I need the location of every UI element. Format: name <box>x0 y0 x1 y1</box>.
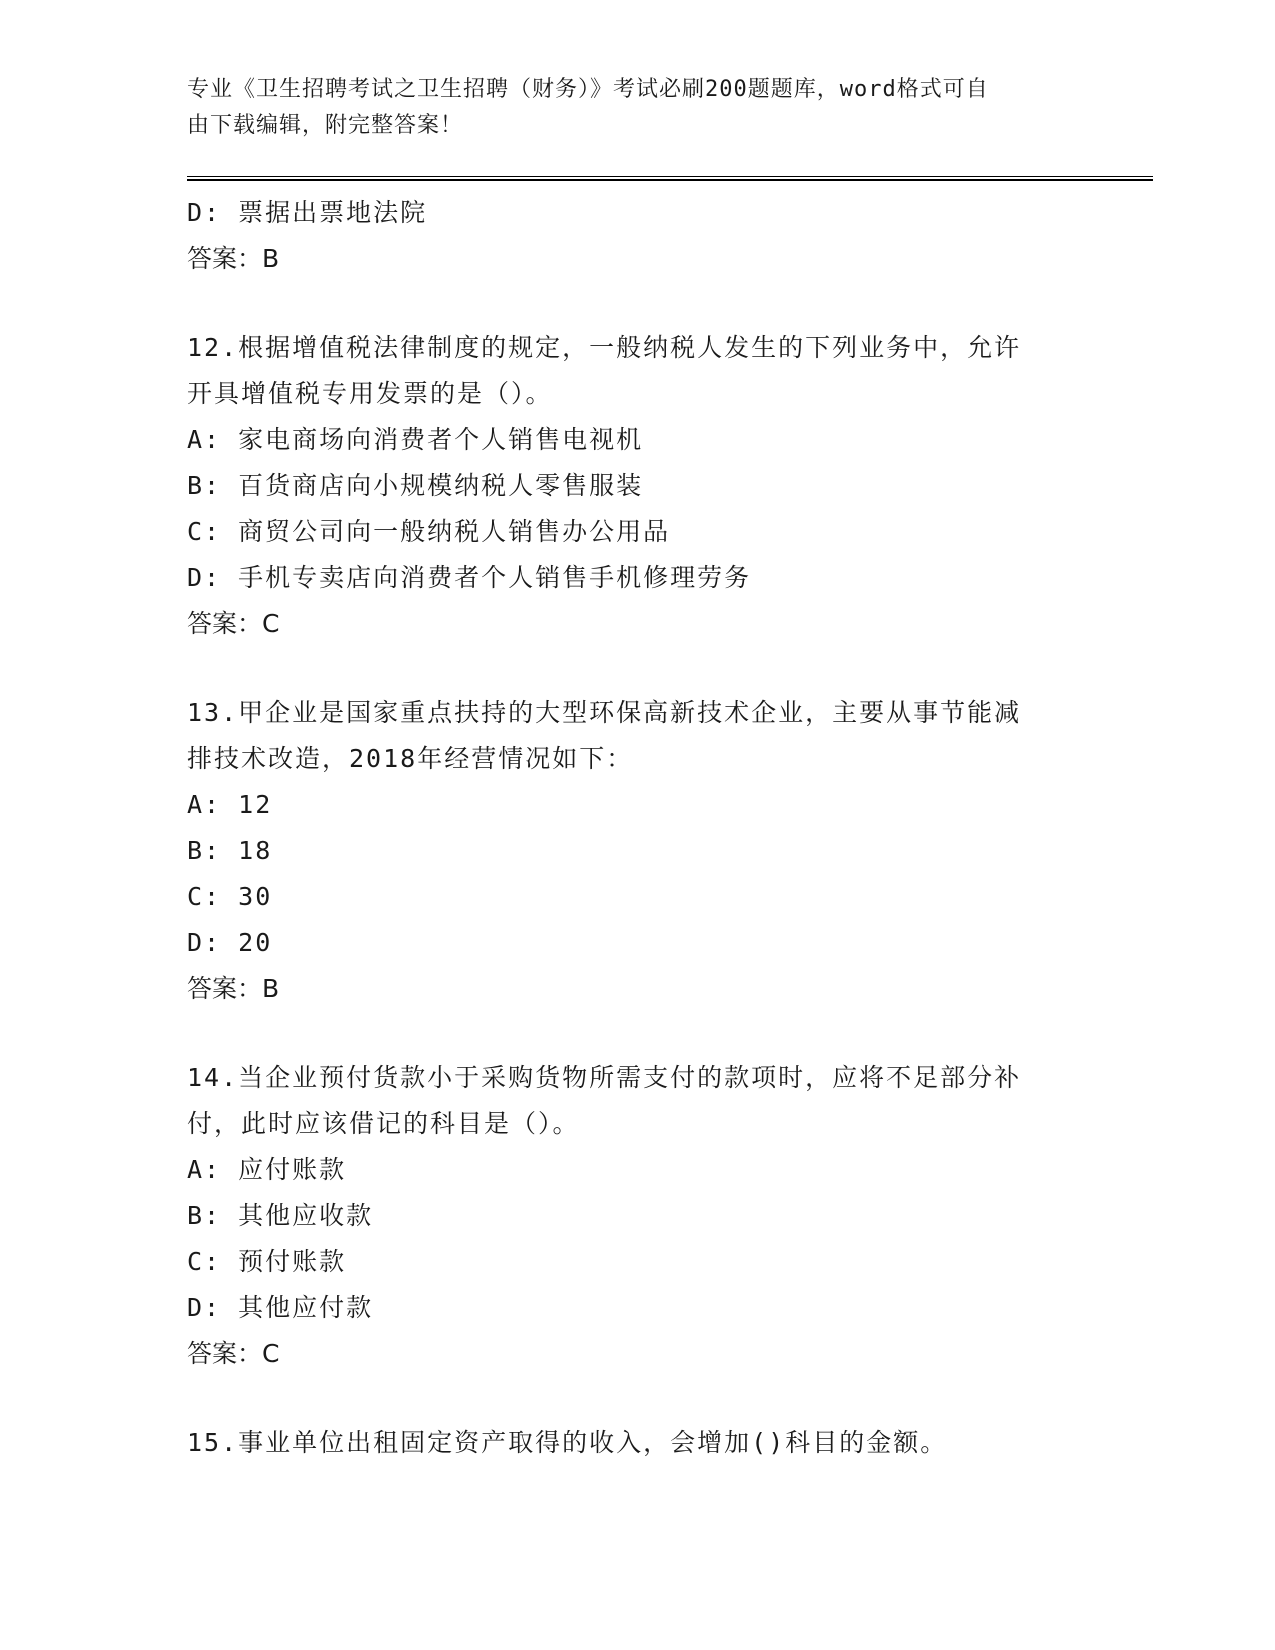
answer: 答案：B <box>187 974 280 1003</box>
document-body <box>187 190 1087 1466</box>
option-c: C: 30 <box>187 882 273 911</box>
question-stem-continued: 排技术改造，2018年经营情况如下： <box>187 744 634 773</box>
question-stem: 12.根据增值税法律制度的规定，一般纳税人发生的下列业务中，允许 <box>187 333 1022 362</box>
header-line-2: 由下载编辑，附完整答案！ <box>187 113 464 138</box>
spacer <box>187 647 1087 690</box>
option-b: B: 18 <box>187 836 273 865</box>
question-stem: 14.当企业预付货款小于采购货物所需支付的款项时，应将不足部分补 <box>187 1063 1022 1092</box>
question-stem: 13.甲企业是国家重点扶持的大型环保高新技术企业，主要从事节能减 <box>187 698 1022 727</box>
option-a: A: 应付账款 <box>187 1155 347 1184</box>
option-c: C: 商贸公司向一般纳税人销售办公用品 <box>187 517 671 546</box>
question-stem: 15.事业单位出租固定资产取得的收入，会增加()科目的金额。 <box>187 1428 948 1457</box>
spacer <box>187 1012 1087 1055</box>
option-d: D: 20 <box>187 928 273 957</box>
option-d: D: 票据出票地法院 <box>187 198 428 227</box>
answer: 答案：C <box>187 609 280 638</box>
page-header <box>187 72 1067 144</box>
answer: 答案：C <box>187 1339 280 1368</box>
option-b: B: 百货商店向小规模纳税人零售服装 <box>187 471 644 500</box>
question-stem-continued: 付，此时应该借记的科目是（）。 <box>187 1109 580 1138</box>
option-a: A: 家电商场向消费者个人销售电视机 <box>187 425 644 454</box>
option-b: B: 其他应收款 <box>187 1201 374 1230</box>
question-14 <box>187 1055 1087 1377</box>
option-d: D: 手机专卖店向消费者个人销售手机修理劳务 <box>187 563 752 592</box>
spacer <box>187 282 1087 325</box>
spacer <box>187 1377 1087 1420</box>
question-13 <box>187 690 1087 1012</box>
option-a: A: 12 <box>187 790 273 819</box>
question-15 <box>187 1420 1087 1466</box>
question-stem-continued: 开具增值税专用发票的是（）。 <box>187 379 553 408</box>
answer: 答案：B <box>187 244 280 273</box>
question-12 <box>187 325 1087 647</box>
option-d: D: 其他应付款 <box>187 1293 374 1322</box>
question-11-tail <box>187 190 1087 282</box>
header-divider <box>187 176 1153 181</box>
option-c: C: 预付账款 <box>187 1247 347 1276</box>
header-line-1: 专业《卫生招聘考试之卫生招聘（财务）》考试必刷200题题库，word格式可自 <box>187 77 989 102</box>
